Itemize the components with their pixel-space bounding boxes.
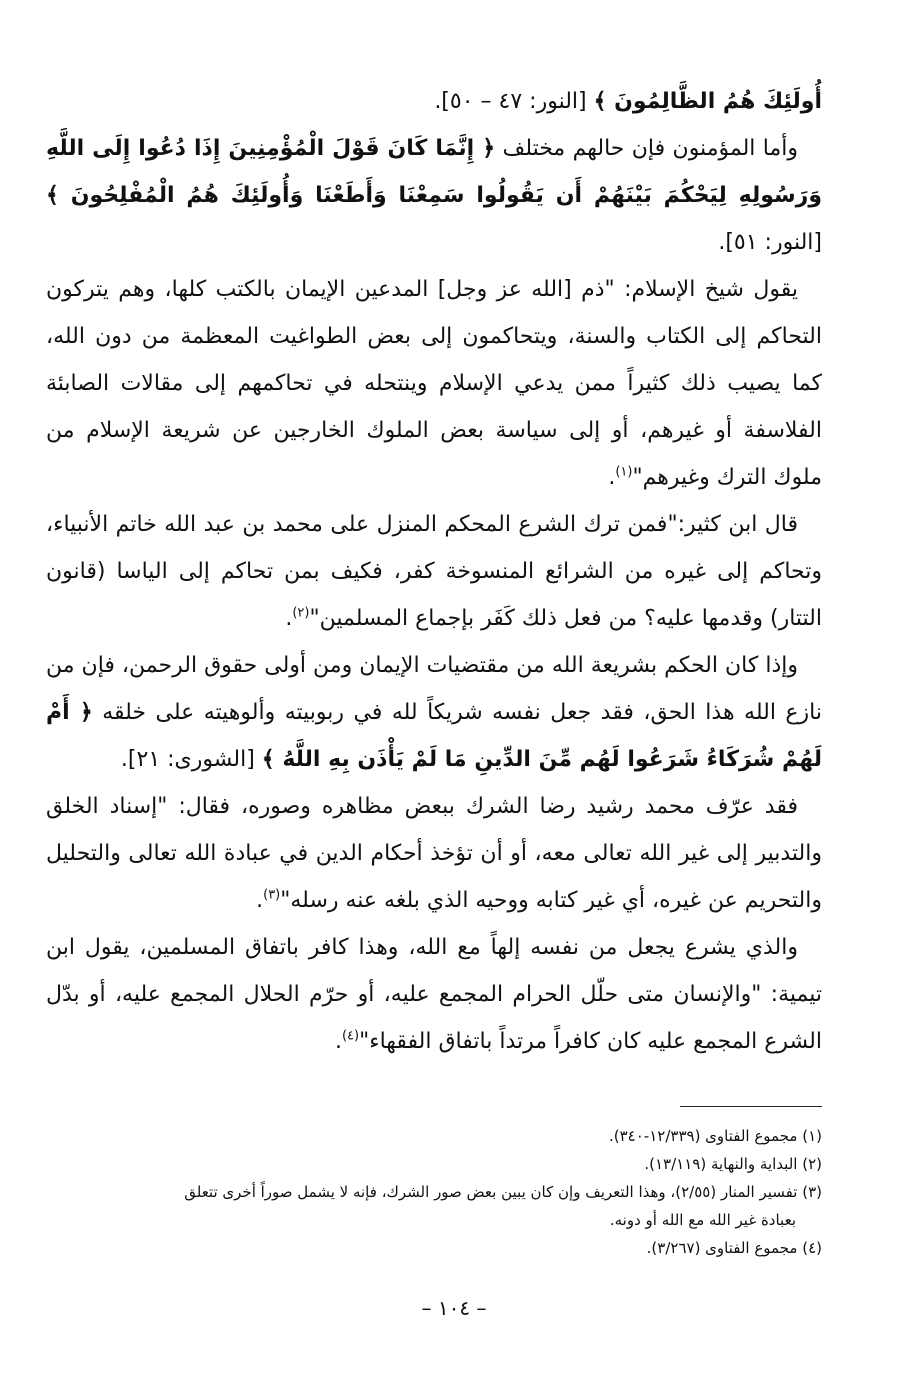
footnote-marker: (١): [615, 464, 633, 480]
paragraph: [46, 783, 822, 924]
paragraph: [46, 642, 822, 783]
text-segment: يقول شيخ الإسلام: "ذم [الله عز وجل] المدعين الإيمان بالكتب كلها، وهم يتركون التحاكم إلى الكتاب والسنة، ويتحاكمون إلى بعض الطواغيت المعظمة من دون الله، كما يصيب ذلك كثيراً ممن يدعي الإسلام وينتحله في تحاكمهم إلى مقالات الصابئة الفلاسفة أو غيرهم، أو إلى سياسة بعض الملوك الخارجين عن شريعة الإسلام من ملوك الترك وغيرهم": [46, 277, 822, 490]
paragraph: [46, 924, 822, 1065]
text-segment: .: [608, 465, 616, 490]
page-number: – ١٠٤ –: [421, 1296, 487, 1320]
verse-reference: [الشورى: ٢١].: [120, 747, 262, 772]
paragraph: [46, 501, 822, 642]
paragraph: [46, 266, 822, 501]
footnote: (٢) البداية والنهاية (١٣/١١٩).: [644, 1155, 822, 1173]
text-segment: قال ابن كثير:"فمن ترك الشرع المحكم المنزل على محمد بن عبد الله خاتم الأنبياء، وتحاكم إلى غيره من الشرائع المنسوخة كفر، فكيف بمن تحاكم إلى الياسا (قانون التتار) وقدمها عليه؟ من فعل ذلك كَفَر بإجماع المسلمين": [46, 512, 822, 631]
main-text: [46, 78, 822, 1065]
footnote: (١) مجموع الفتاوى (١٢/٣٣٩-٣٤٠).: [609, 1127, 822, 1145]
quran-verse: ﴿ أَمْ لَهُمْ شُرَكَاءُ شَرَعُوا لَهُم مِّنَ الدِّينِ مَا لَمْ يَأْذَن بِهِ اللَّهُ ﴾: [46, 700, 822, 772]
footnote-marker: (٤): [341, 1028, 360, 1044]
footnote: (٤) مجموع الفتاوى (٣/٢٦٧).: [646, 1239, 822, 1257]
text-segment: .: [334, 1029, 342, 1054]
footnote-marker: (٣): [263, 887, 281, 903]
footnote-separator: [680, 1106, 822, 1107]
footnote: (٣) تفسير المنار (٢/٥٥)، وهذا التعريف وإن كان يبين بعض صور الشرك، فإنه لا يشمل صوراً أخرى تتعلق: [184, 1183, 822, 1201]
paragraph: [46, 78, 822, 125]
text-segment: وإذا كان الحكم بشريعة الله من مقتضيات الإيمان ومن أولى حقوق الرحمن، فإن من نازع الله هذا الحق، فقد جعل نفسه شريكاً لله في ربوبيته وألوهيته على خلقه: [46, 653, 822, 725]
quran-verse: أُولَئِكَ هُمُ الظَّالِمُونَ ﴾: [593, 89, 822, 114]
text-segment: فقد عرّف محمد رشيد رضا الشرك ببعض مظاهره وصوره، فقال: "إسناد الخلق والتدبير إلى غير الله تعالى معه، أو أن تؤخذ أحكام الدين في عبادة الله تعالى والتحليل والتحريم عن غيره، أي غير كتابه ووحيه الذي بلغه عنه رسله": [46, 794, 822, 913]
footnote: بعبادة غير الله مع الله أو دونه.: [609, 1211, 796, 1229]
footnotes: [46, 1122, 822, 1262]
page-body: [46, 78, 822, 1065]
footnote-marker: (٢): [292, 605, 310, 621]
verse-reference: [النور: ٥١].: [718, 230, 822, 255]
paragraph: [46, 125, 822, 266]
text-segment: وأما المؤمنون فإن حالهم مختلف: [495, 136, 798, 161]
text-segment: .: [256, 888, 264, 913]
text-segment: والذي يشرع يجعل من نفسه إلهاً مع الله، وهذا كافر باتفاق المسلمين، يقول ابن تيمية: "والإنسان متى حلّل الحرام المجمع عليه، أو حرّم الحلال المجمع عليه، أو بدّل الشرع المجمع عليه كان كافراً مرتداً باتفاق الفقهاء": [46, 935, 822, 1054]
text-segment: .: [285, 606, 293, 631]
verse-reference: [النور: ٤٧ – ٥٠].: [434, 89, 594, 114]
quran-verse: ﴿ إِنَّمَا كَانَ قَوْلَ الْمُؤْمِنِينَ إِذَا دُعُوا إِلَى اللَّهِ وَرَسُولِهِ لِيَحْكُمَ بَيْنَهُمْ أَن يَقُولُوا سَمِعْنَا وَأَطَعْنَا وَأُولَئِكَ هُمُ الْمُفْلِحُونَ ﴾: [46, 136, 822, 208]
